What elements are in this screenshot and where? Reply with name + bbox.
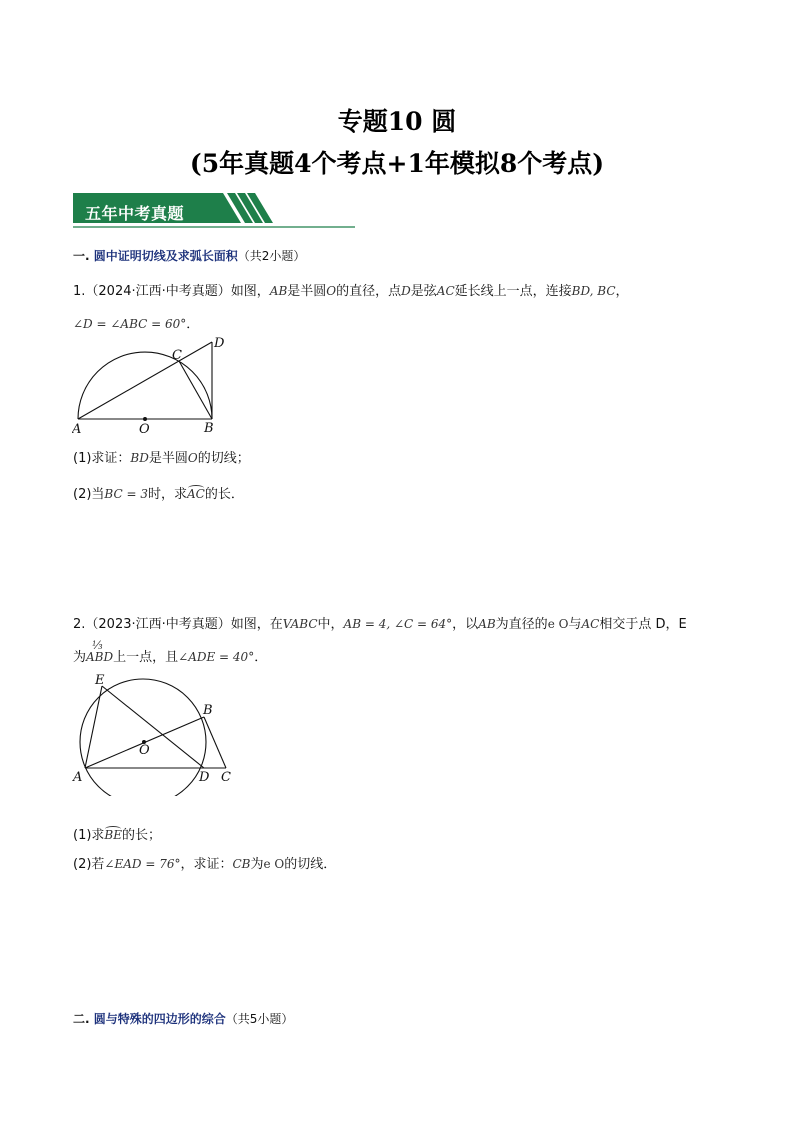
question-1-line-2: ∠D = ∠ABC = 60°．: [73, 317, 200, 332]
question-1-line-1: 1.（2024·江西·中考真题）如图，AB是半圆O的直径，点D是弦AC延长线上一点，连接BD, BC，: [73, 284, 629, 299]
arc-mark: ⅓: [92, 639, 103, 652]
question-1-part-1: (1)求证：BD是半圆O的切线；: [73, 451, 250, 466]
label-B: B: [204, 421, 214, 436]
question-2-part-2: (2)若∠EAD = 76°，求证：CB为e O的切线．: [73, 857, 337, 872]
label-O: O: [139, 422, 150, 436]
banner-label: 五年中考真题: [85, 204, 185, 223]
question-2-line-1: 2.（2023·江西·中考真题）如图，在VABC中，AB = 4, ∠C = 64°，以AB为直径的e O与AC相交于点 D，E: [73, 617, 687, 632]
page-subtitle: (5年真题4个考点+1年模拟8个考点): [189, 149, 605, 178]
label-D: D: [199, 770, 210, 785]
label-B: B: [203, 703, 213, 718]
page-title: 专题10 圆: [337, 107, 457, 136]
label-C: C: [221, 770, 231, 785]
question-2-part-1: (1)求BE的长；: [73, 828, 162, 843]
question-2-figure: [70, 670, 240, 796]
question-1-figure: [72, 334, 232, 436]
question-1-part-2: (2)当BC = 3时，求AC的长．: [73, 487, 244, 502]
label-O: O: [139, 743, 150, 758]
label-E: E: [95, 673, 105, 688]
label-D: D: [214, 336, 225, 351]
section-heading-2: 二. 圆与特殊的四边形的综合（共5小题）: [73, 1012, 294, 1026]
section-heading-1: 一. 圆中证明切线及求弧长面积（共2小题）: [73, 249, 306, 263]
label-C: C: [172, 348, 182, 363]
label-A: A: [73, 770, 83, 785]
label-A: A: [72, 422, 82, 436]
question-2-line-2: 为ABD上一点，且∠ADE = 40°．: [73, 650, 268, 665]
